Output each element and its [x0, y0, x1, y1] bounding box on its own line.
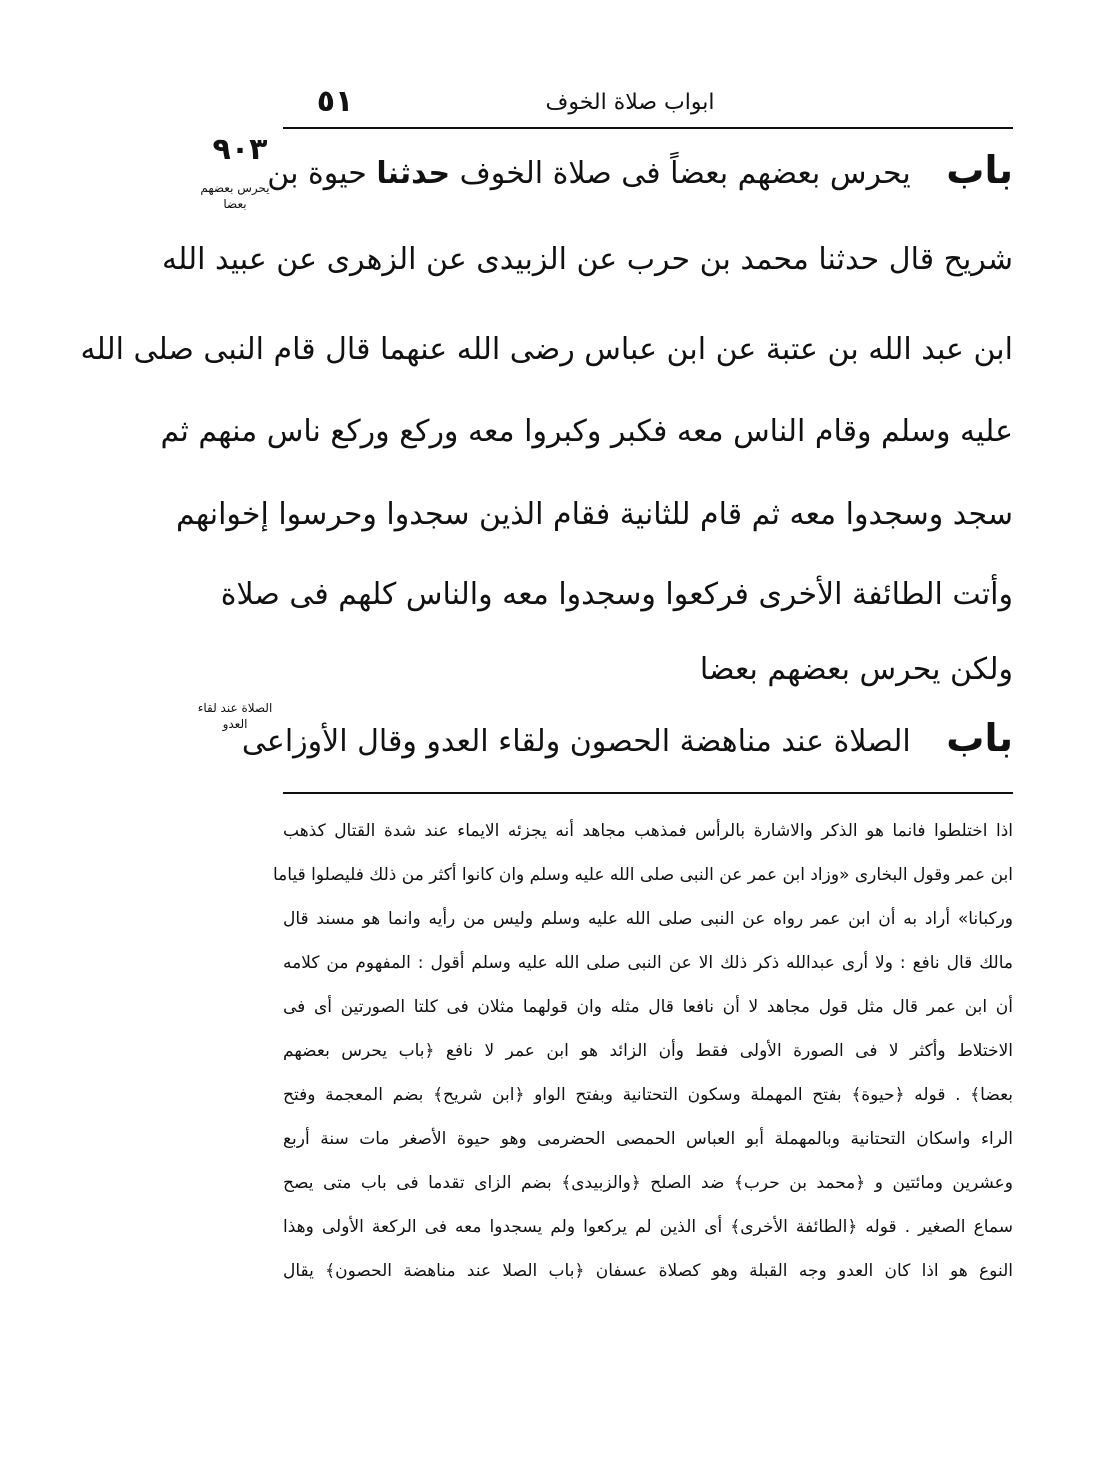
- commentary-line: النوع هو اذا كان العدو وجه القبلة وهو كصلاة عسفان ﴿باب الصلا عند مناهضة الحصون﴾ يقال: [283, 1261, 1013, 1281]
- hadith-line-3: ابن عبد الله بن عتبة عن ابن عباس رضى الله عنهما قال قام النبى صلى الله: [80, 332, 1013, 367]
- margin-note-bab1: يحرس بعضهم بعضا: [200, 181, 270, 211]
- margin-note-bab2: الصلاة عند لقاء العدو: [197, 701, 273, 731]
- running-title: ابواب صلاة الخوف: [545, 90, 715, 115]
- commentary-line: الراء واسكان التحتانية وبالمهملة أبو العباس الحمصى الحضرمى وهو حيوة الأصغر مات سنة أربع: [283, 1129, 1013, 1149]
- hadith-line-5: سجد وسجدوا معه ثم قام للثانية فقام الذين سجدوا وحرسوا إخوانهم: [175, 497, 1013, 532]
- header-rule: [283, 127, 1013, 129]
- hadith-line-8: [241, 708, 1013, 768]
- commentary-line: وركبانا» أراد به أن ابن عمر رواه عن النبى صلى الله عليه وسلم وليس من رأيه وانما هو مسند قال: [283, 909, 1013, 929]
- commentary-line: مالك قال نافع : ولا أرى عبدالله ذكر ذلك الا عن النبى صلى الله عليه وسلم أقول : المفهوم من كلامه: [283, 953, 1013, 973]
- bab-heading-1: باب: [946, 148, 1013, 192]
- haddathana-word: حدثنا: [376, 156, 451, 191]
- hadith-line-2: شريح قال حدثنا محمد بن حرب عن الزبيدى عن الزهرى عن عبيد الله: [161, 242, 1013, 277]
- hadith-line-6: وأتت الطائفة الأخرى فركعوا وسجدوا معه والناس كلهم فى صلاة: [220, 577, 1013, 612]
- bab-heading-2: باب: [946, 716, 1013, 760]
- hadith-number: ٩٠٣: [212, 132, 268, 167]
- commentary-line: ابن عمر وقول البخارى «وزاد ابن عمر عن النبى صلى الله عليه وسلم وان كانوا أكثر من ذلك فليصلوا قياما: [272, 865, 1013, 885]
- hadith-line-4: عليه وسلم وقام الناس معه فكبر وكبروا معه وركع وركع ناس منهم ثم: [160, 414, 1013, 449]
- commentary-line: أن ابن عمر قال مثل قول مجاهد لا أن نافعا قال مثله وان قولهما مثلان فى كلتا الصورتين أى فى: [283, 997, 1013, 1017]
- commentary-line: سماع الصغير . قوله ﴿الطائفة الأخرى﴾ أى الذين لم يركعوا ولم يسجدوا معه فى الركعة الأولى وهذا: [283, 1217, 1013, 1237]
- commentary-line: بعضا﴾ . قوله ﴿حيوة﴾ بفتح المهملة وسكون التحتانية وبفتح الواو ﴿ابن شريح﴾ بضم المعجمة وفتح: [283, 1085, 1013, 1105]
- commentary-line: وعشرين ومائتين و ﴿محمد بن حرب﴾ ضد الصلح ﴿والزبيدى﴾ بضم الزاى تقدما فى باب متى يصح: [283, 1173, 1013, 1193]
- commentary-line: الاختلاط وأكثر لا فى الصورة الأولى فقط وأن الزائد هو ابن عمر لا نافع ﴿باب يحرس بعضهم: [283, 1041, 1013, 1061]
- bab-title-1: يحرس بعضهم بعضاً فى صلاة الخوف: [459, 156, 911, 191]
- hadith-line-1: [267, 140, 1013, 200]
- hadith-line-1-rest: حيوة بن: [267, 156, 367, 191]
- page-number: ٥١: [316, 84, 354, 119]
- bab-title-2: الصلاة عند مناهضة الحصون ولقاء العدو وقال الأوزاعى: [241, 724, 911, 759]
- hadith-line-7: ولكن يحرس بعضهم بعضا: [699, 652, 1013, 687]
- footnote-rule: [283, 792, 1013, 794]
- commentary-line: اذا اختلطوا فانما هو الذكر والاشارة بالرأس فمذهب مجاهد أنه يجزئه الايماء عند شدة القتال كذهب: [283, 821, 1013, 841]
